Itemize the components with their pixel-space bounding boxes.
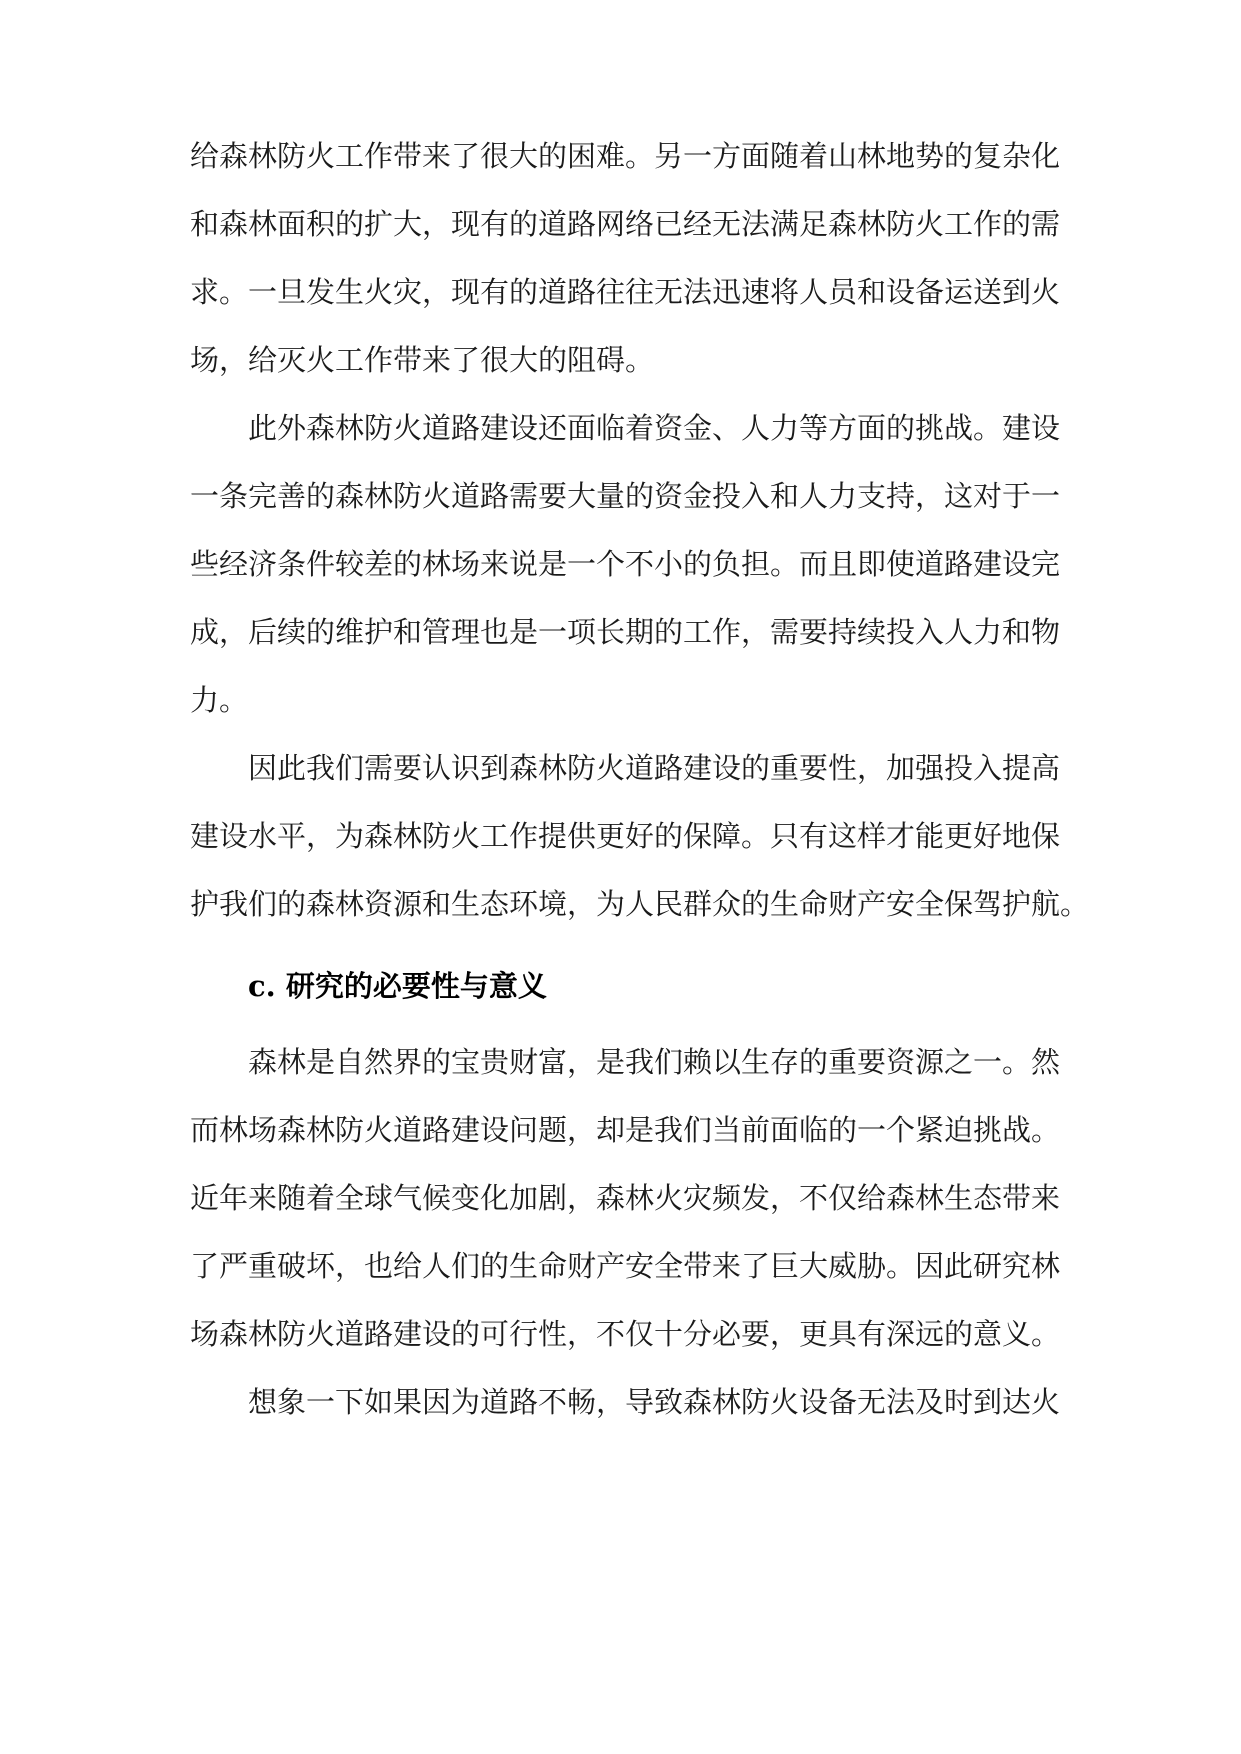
paragraph-2-line-5: 力。: [190, 683, 249, 717]
paragraph-2-line-3: 些经济条件较差的林场来说是一个不小的负担。而且即使道路建设完: [190, 547, 1061, 581]
paragraph-3-line-1: 因此我们需要认识到森林防火道路建设的重要性，加强投入提高: [248, 751, 1061, 785]
section-paragraph-2-line-1: 想象一下如果因为道路不畅，导致森林防火设备无法及时到达火: [248, 1385, 1061, 1419]
section-paragraph-1-line-1: 森林是自然界的宝贵财富，是我们赖以生存的重要资源之一。然: [248, 1045, 1061, 1079]
section-paragraph-1-line-5: 场森林防火道路建设的可行性，不仅十分必要，更具有深远的意义。: [190, 1317, 1061, 1351]
section-heading: c. 研究的必要性与意义: [248, 969, 547, 1003]
paragraph-2-line-1: 此外森林防火道路建设还面临着资金、人力等方面的挑战。建设: [248, 411, 1061, 445]
paragraph-1-line-1: 给森林防火工作带来了很大的困难。另一方面随着山林地势的复杂化: [190, 139, 1061, 173]
paragraph-2-line-2: 一条完善的森林防火道路需要大量的资金投入和人力支持，这对于一: [190, 479, 1061, 513]
section-paragraph-1-line-2: 而林场森林防火道路建设问题，却是我们当前面临的一个紧迫挑战。: [190, 1113, 1061, 1147]
section-paragraph-1-line-3: 近年来随着全球气候变化加剧，森林火灾频发，不仅给森林生态带来: [190, 1181, 1061, 1215]
paragraph-3-line-3: 护我们的森林资源和生态环境，为人民群众的生命财产安全保驾护航。: [190, 887, 1090, 921]
paragraph-3-line-2: 建设水平，为森林防火工作提供更好的保障。只有这样才能更好地保: [190, 819, 1061, 853]
paragraph-2-line-4: 成，后续的维护和管理也是一项长期的工作，需要持续投入人力和物: [190, 615, 1061, 649]
paragraph-1-line-2: 和森林面积的扩大，现有的道路网络已经无法满足森林防火工作的需: [190, 207, 1061, 241]
paragraph-1-line-3: 求。一旦发生火灾，现有的道路往往无法迅速将人员和设备运送到火: [190, 275, 1061, 309]
paragraph-1-line-4: 场，给灭火工作带来了很大的阻碍。: [190, 343, 655, 377]
section-paragraph-1-line-4: 了严重破坏，也给人们的生命财产安全带来了巨大威胁。因此研究林: [190, 1249, 1061, 1283]
